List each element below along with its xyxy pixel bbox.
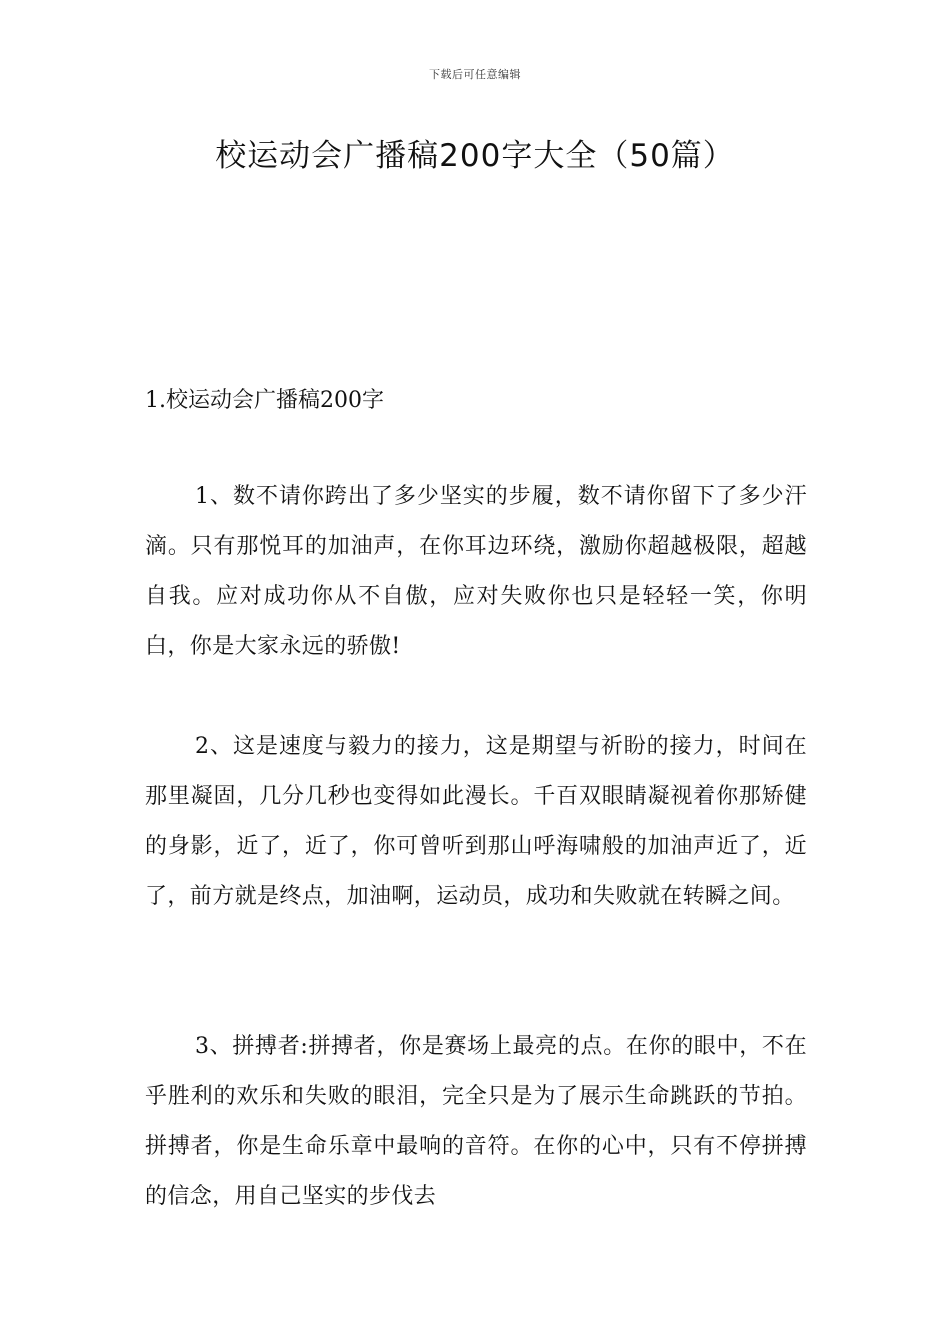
header-note: 下载后可任意编辑 bbox=[429, 68, 521, 81]
paragraph: 3、拼搏者:拼搏者，你是赛场上最亮的点。在你的眼中，不在乎胜利的欢乐和失败的眼泪，完全只是为了展示生命跳跃的节拍。拼搏者，你是生命乐章中最响的音符。在你的心中，只有不停拼搏的信念，用自己坚实的步伐去 bbox=[145, 1034, 807, 1209]
section-heading: 1.校运动会广播稿200字 bbox=[145, 388, 384, 413]
paragraph: 1、数不请你跨出了多少坚实的步履，数不请你留下了多少汗滴。只有那悦耳的加油声，在你耳边环绕，激励你超越极限，超越自我。应对成功你从不自傲，应对失败你也只是轻轻一笑，你明白，你是大家永远的骄傲! bbox=[145, 484, 807, 659]
document-title: 校运动会广播稿200字大全（50篇） bbox=[215, 138, 735, 174]
paragraph: 2、这是速度与毅力的接力，这是期望与祈盼的接力，时间在那里凝固，几分几秒也变得如此漫长。千百双眼睛凝视着你那矫健的身影，近了，近了，你可曾听到那山呼海啸般的加油声近了，近了，前方就是终点，加油啊，运动员，成功和失败就在转瞬之间。 bbox=[145, 734, 807, 909]
